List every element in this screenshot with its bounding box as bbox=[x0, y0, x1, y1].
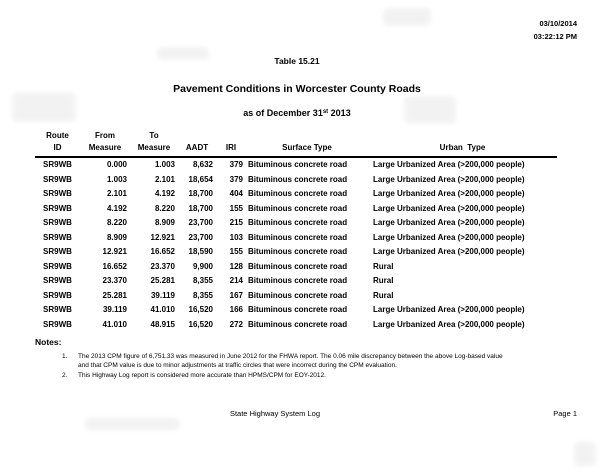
cell-to-measure: 41.010 bbox=[150, 305, 175, 314]
cell-from-measure: 41.010 bbox=[102, 319, 127, 329]
cell-aadt: 18,654 bbox=[188, 174, 213, 184]
col-header-line: From bbox=[95, 131, 115, 140]
notes-list bbox=[62, 352, 508, 380]
cell-aadt: 18,700 bbox=[188, 203, 213, 213]
col-header-line: Surface Type bbox=[282, 143, 332, 152]
cell-from-measure: 25.281 bbox=[102, 290, 127, 300]
cell-aadt: 9,900 bbox=[192, 261, 213, 271]
cell-iri: 215 bbox=[229, 218, 243, 227]
note-number: 2. bbox=[62, 371, 68, 379]
col-header-aadt bbox=[178, 130, 216, 157]
cell-urban-type: Rural bbox=[373, 261, 394, 271]
cell-to-measure: 12.921 bbox=[150, 232, 175, 242]
cell-surface-type: Bituminous concrete road bbox=[248, 290, 348, 300]
table-body bbox=[35, 157, 557, 332]
cell-iri: 128 bbox=[229, 261, 243, 271]
cell-from-measure: 12.921 bbox=[102, 247, 127, 256]
scan-artifact bbox=[85, 418, 180, 430]
cell-to-measure: 4.192 bbox=[154, 189, 175, 198]
cell-from-measure: 4.192 bbox=[106, 203, 127, 213]
cell-surface-type: Bituminous concrete road bbox=[248, 218, 348, 227]
page-title: Pavement Conditions in Worcester County Roads bbox=[173, 83, 421, 95]
note-number: 1. bbox=[62, 353, 68, 360]
table-row bbox=[35, 202, 557, 217]
page-subtitle bbox=[0, 108, 594, 118]
cell-iri: 155 bbox=[229, 203, 243, 213]
notes-heading: Notes: bbox=[35, 337, 62, 347]
subtitle-prefix: as of December 31 bbox=[243, 108, 323, 118]
cell-route-id: SR9WB bbox=[43, 319, 72, 329]
cell-from-measure: 39.119 bbox=[102, 305, 127, 314]
col-header-line: IRI bbox=[225, 143, 237, 152]
cell-aadt: 16,520 bbox=[188, 319, 213, 329]
subtitle-superscript: st bbox=[322, 109, 329, 115]
col-header-line: Measure bbox=[137, 143, 171, 152]
cell-from-measure: 8.909 bbox=[106, 232, 127, 242]
cell-urban-type: Large Urbanized Area (>200,000 people) bbox=[373, 232, 525, 242]
table-row bbox=[35, 245, 557, 260]
cell-surface-type: Bituminous concrete road bbox=[248, 203, 348, 213]
footer-title: State Highway System Log bbox=[229, 409, 321, 418]
cell-route-id: SR9WB bbox=[43, 189, 72, 198]
cell-surface-type: Bituminous concrete road bbox=[248, 160, 348, 169]
table-number: Table 15.21 bbox=[274, 56, 320, 66]
table-header bbox=[35, 130, 557, 157]
scan-artifact bbox=[574, 442, 596, 466]
page-number: Page 1 bbox=[553, 409, 577, 418]
cell-route-id: SR9WB bbox=[43, 247, 72, 256]
table-row bbox=[35, 157, 557, 173]
cell-aadt: 8,632 bbox=[192, 160, 213, 169]
cell-urban-type: Large Urbanized Area (>200,000 people) bbox=[373, 203, 525, 213]
cell-surface-type: Bituminous concrete road bbox=[248, 232, 348, 242]
col-header-to-measure bbox=[130, 130, 178, 157]
cell-from-measure: 1.003 bbox=[106, 174, 127, 184]
cell-from-measure: 2.101 bbox=[106, 189, 127, 198]
cell-aadt: 18,700 bbox=[188, 189, 213, 198]
table-row bbox=[35, 187, 557, 202]
scan-artifact bbox=[383, 8, 431, 26]
cell-surface-type: Bituminous concrete road bbox=[248, 261, 348, 271]
cell-route-id: SR9WB bbox=[43, 261, 72, 271]
cell-aadt: 18,590 bbox=[188, 247, 213, 256]
table-row bbox=[35, 231, 557, 246]
cell-aadt: 23,700 bbox=[188, 218, 213, 227]
cell-urban-type: Rural bbox=[373, 276, 394, 285]
cell-surface-type: Bituminous concrete road bbox=[248, 305, 348, 314]
col-header-line: To bbox=[149, 131, 159, 140]
cell-urban-type: Large Urbanized Area (>200,000 people) bbox=[373, 247, 525, 256]
cell-route-id: SR9WB bbox=[43, 290, 72, 300]
cell-urban-type: Large Urbanized Area (>200,000 people) bbox=[373, 174, 525, 184]
cell-iri: 214 bbox=[229, 276, 243, 285]
col-header-iri bbox=[216, 130, 246, 157]
cell-to-measure: 1.003 bbox=[154, 160, 175, 169]
cell-to-measure: 2.101 bbox=[154, 174, 175, 184]
cell-aadt: 8,355 bbox=[192, 276, 213, 285]
note-text: The 2013 CPM figure of 6,751.33 was measured in June 2012 for the FHWA report. The 0.06 mile discrepancy between the above Log-based value and that CPM value is due to minor adjustments at traffic circles that were incorrect during the CPM evaluation. bbox=[78, 353, 503, 370]
cell-urban-type: Large Urbanized Area (>200,000 people) bbox=[373, 319, 525, 329]
col-header-surface-type bbox=[246, 130, 368, 157]
table-row bbox=[35, 318, 557, 333]
cell-from-measure: 23.370 bbox=[102, 276, 127, 285]
cell-iri: 103 bbox=[229, 232, 243, 242]
cell-surface-type: Bituminous concrete road bbox=[248, 189, 348, 198]
cell-route-id: SR9WB bbox=[43, 232, 72, 242]
cell-iri: 155 bbox=[229, 247, 243, 256]
cell-route-id: SR9WB bbox=[43, 218, 72, 227]
cell-route-id: SR9WB bbox=[43, 276, 72, 285]
cell-iri: 379 bbox=[229, 174, 243, 184]
cell-iri: 166 bbox=[229, 305, 243, 314]
cell-iri: 404 bbox=[229, 189, 243, 198]
cell-iri: 167 bbox=[229, 290, 243, 300]
cell-to-measure: 16.652 bbox=[150, 247, 175, 256]
note-text: This Highway Log report is considered more accurate than HPMS/CPM for EOY-2012. bbox=[78, 371, 326, 379]
cell-urban-type: Rural bbox=[373, 290, 394, 300]
cell-aadt: 8,355 bbox=[192, 290, 213, 300]
col-header-line: AADT bbox=[185, 143, 209, 152]
cell-aadt: 16,520 bbox=[188, 305, 213, 314]
table-row bbox=[35, 303, 557, 318]
table-row bbox=[35, 260, 557, 275]
cell-urban-type: Large Urbanized Area (>200,000 people) bbox=[373, 218, 525, 227]
cell-to-measure: 39.119 bbox=[150, 290, 175, 300]
cell-surface-type: Bituminous concrete road bbox=[248, 174, 348, 184]
cell-to-measure: 23.370 bbox=[150, 261, 175, 271]
cell-to-measure: 8.220 bbox=[154, 203, 175, 213]
cell-route-id: SR9WB bbox=[43, 203, 72, 213]
print-time: 03:22:12 PM bbox=[533, 32, 577, 41]
cell-iri: 379 bbox=[229, 160, 243, 169]
col-header-line: Urban Type bbox=[439, 143, 486, 152]
cell-from-measure: 0.000 bbox=[106, 160, 127, 169]
col-header-from-measure bbox=[80, 130, 130, 157]
table-row bbox=[35, 274, 557, 289]
cell-urban-type: Large Urbanized Area (>200,000 people) bbox=[373, 189, 525, 198]
cell-iri: 272 bbox=[229, 319, 243, 329]
cell-to-measure: 8.909 bbox=[154, 218, 175, 227]
cell-surface-type: Bituminous concrete road bbox=[248, 247, 348, 256]
cell-route-id: SR9WB bbox=[43, 305, 72, 314]
pavement-conditions-table bbox=[35, 130, 557, 332]
col-header-line: Route bbox=[46, 131, 69, 140]
cell-urban-type: Large Urbanized Area (>200,000 people) bbox=[373, 160, 525, 169]
table-row bbox=[35, 289, 557, 304]
header-row bbox=[35, 130, 557, 157]
cell-to-measure: 48.915 bbox=[150, 319, 175, 329]
cell-from-measure: 8.220 bbox=[106, 218, 127, 227]
cell-from-measure: 16.652 bbox=[102, 261, 127, 271]
cell-route-id: SR9WB bbox=[43, 160, 72, 169]
table-row bbox=[35, 216, 557, 231]
note-item bbox=[62, 352, 508, 371]
note-item bbox=[62, 371, 508, 380]
col-header-line: ID bbox=[53, 143, 62, 152]
print-datetime bbox=[534, 17, 577, 43]
table-row bbox=[35, 173, 557, 188]
cell-surface-type: Bituminous concrete road bbox=[248, 276, 348, 285]
cell-aadt: 23,700 bbox=[188, 232, 213, 242]
col-header-urban-type bbox=[368, 130, 557, 157]
cell-route-id: SR9WB bbox=[43, 174, 72, 184]
col-header-route-id bbox=[35, 130, 80, 157]
subtitle-suffix: 2013 bbox=[328, 108, 351, 118]
col-header-line: Measure bbox=[88, 143, 122, 152]
cell-surface-type: Bituminous concrete road bbox=[248, 319, 348, 329]
cell-to-measure: 25.281 bbox=[150, 276, 175, 285]
print-date: 03/10/2014 bbox=[539, 19, 577, 28]
cell-urban-type: Large Urbanized Area (>200,000 people) bbox=[373, 305, 525, 314]
